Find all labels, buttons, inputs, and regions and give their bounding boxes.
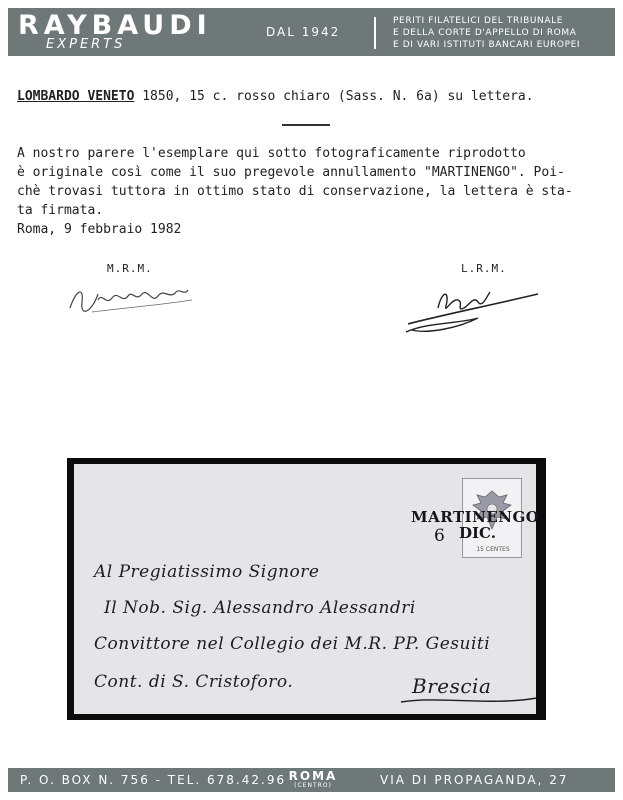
subject-item: 1850, 15 c. rosso chiaro (Sass. N. 6a) su lettera. [142, 89, 534, 104]
address-line: Il Nob. Sig. Alessandro Alessandri [104, 598, 416, 618]
brand-name: RAYBAUDI [18, 10, 212, 41]
underline-flourish-icon [399, 694, 539, 708]
body-line: chè trovasi tuttora in ottimo stato di conservazione, la lettera è sta- [17, 184, 573, 199]
certificate-body [17, 144, 607, 239]
header-description-line: E DELLA CORTE D'APPELLO DI ROMA [393, 28, 577, 38]
footer-city: ROMA [288, 769, 338, 783]
address-line: Al Pregiatissimo Signore [94, 562, 320, 582]
brand-subtitle: EXPERTS [46, 37, 126, 52]
header-description-line: PERITI FILATELICI DEL TRIBUNALE [393, 16, 564, 26]
since-label: DAL 1942 [266, 25, 341, 39]
certificate-subject [17, 89, 534, 104]
left-signature-initials: M.R.M. [107, 262, 153, 275]
header-divider [374, 17, 376, 49]
body-line: ta firmata. [17, 203, 104, 218]
letter-cover [74, 464, 540, 714]
stamp-value: 15 CENTES [476, 546, 510, 553]
body-line: è originale così come il suo pregevole annullamento "MARTINENGO". Poi- [17, 165, 565, 180]
body-line: A nostro parere l'esemplare qui sotto fotograficamente riprodotto [17, 146, 526, 161]
section-divider [282, 124, 330, 126]
cancellation-month: DIC. [459, 524, 496, 542]
right-signature-initials: L.R.M. [461, 262, 507, 275]
place-date: Roma, 9 febbraio 1982 [17, 222, 182, 237]
header-description [393, 15, 613, 51]
cancellation-town: MARTINENGO [411, 508, 540, 526]
left-signature-icon [62, 272, 202, 322]
address-destination: Brescia [412, 674, 492, 698]
address-line: Cont. di S. Cristoforo. [94, 672, 294, 692]
footer-contact: P. O. BOX N. 756 - TEL. 678.42.96 [20, 773, 287, 787]
footer-city-sub: (CENTRO) [294, 782, 332, 789]
subject-region: LOMBARDO VENETO [17, 89, 135, 104]
header-band [8, 8, 615, 56]
footer-band [8, 768, 615, 792]
footer-address: VIA DI PROPAGANDA, 27 [380, 773, 569, 787]
cancellation-day: 6 [434, 526, 445, 546]
cover-photograph [67, 458, 546, 720]
address-line: Convittore nel Collegio dei M.R. PP. Gesuiti [94, 634, 491, 654]
header-description-line: E DI VARI ISTITUTI BANCARI EUROPEI [393, 40, 581, 50]
right-signature-icon [398, 278, 548, 340]
